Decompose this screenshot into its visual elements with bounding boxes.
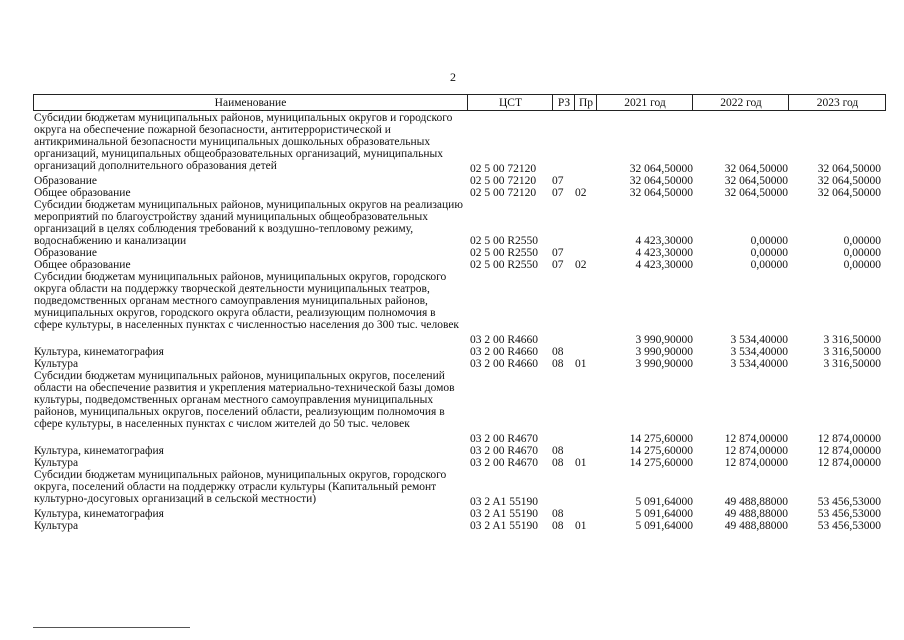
row-2023: 32 064,50000 [817,187,881,199]
row-2022: 12 874,00000 [724,445,788,457]
table-row [33,457,886,469]
row-2023: 3 316,50000 [823,346,881,358]
table-row [33,259,886,271]
row-rz: 07 [552,175,564,187]
row-code: 03 2 00 R4660 [470,346,539,358]
table-row [33,187,886,199]
row-code: 03 2 A1 55190 [470,508,539,520]
row-2022: 49 488,88000 [724,520,788,532]
row-name: Субсидии бюджетам муниципальных районов, муниципальных округов, городского округа, поселений области на поддержку отрасли культуры (Капитальный ремонт культурно-досуговых организаций в сельской местности) [34,469,447,505]
row-name: Субсидии бюджетам муниципальных районов, муниципальных округов на реализацию мероприятий по благоустройству зданий муниципальных общеобразовательных организаций в целях соблюдения требований к воздушно-тепловому режиму, водоснабжению и канализации [34,199,463,247]
row-2023: 0,00000 [843,235,881,247]
row-2021: 14 275,60000 [629,457,693,469]
row-2021: 32 064,50000 [629,187,693,199]
row-2021: 4 423,30000 [635,235,693,247]
row-2022: 0,00000 [750,235,788,247]
row-code: 03 2 A1 55190 [470,520,539,532]
row-2023: 53 456,53000 [817,520,881,532]
row-pr: 01 [575,358,587,370]
header-name: Наименование [214,97,287,109]
row-2022: 12 874,00000 [724,457,788,469]
row-2022: 3 534,40000 [730,334,788,346]
table-row [33,247,886,259]
row-2021: 5 091,64000 [635,496,693,508]
table-row [33,370,886,445]
header-pr: Пр [574,95,597,110]
row-2021: 5 091,64000 [635,520,693,532]
row-2022: 49 488,88000 [724,496,788,508]
row-rz: 08 [552,457,564,469]
header-code: ЦСТ [467,95,553,110]
table-row [33,175,886,187]
row-name: Образование [34,175,98,187]
row-code: 03 2 00 R4660 [470,358,539,370]
row-name: Культура, кинематография [34,445,164,457]
table-row [33,508,886,520]
row-2023: 0,00000 [843,259,881,271]
row-2022: 3 534,40000 [730,358,788,370]
row-2021: 3 990,90000 [635,358,693,370]
row-2021: 3 990,90000 [635,334,693,346]
row-code: 02 5 00 72120 [470,163,537,175]
header-2022: 2022 год [692,95,789,110]
row-code: 03 2 00 R4670 [470,445,539,457]
row-2023: 0,00000 [843,247,881,259]
table-row [33,469,886,508]
row-name: Субсидии бюджетам муниципальных районов, муниципальных округов, городского округа области на поддержку творческой деятельности муниципальных театров, подведомственных органам местного самоуправления муниципальных районов, муниципальных округов, городского округа области, реализующим полномочия в сфере культуры, в населенных пунктах с численностью населения до 300 тыс. человек [34,271,460,331]
row-rz: 08 [552,508,564,520]
row-2021: 5 091,64000 [635,508,693,520]
row-rz: 07 [552,259,564,271]
table-row [33,112,886,175]
row-2022: 32 064,50000 [724,187,788,199]
row-name: Культура [34,520,79,532]
table-row [33,445,886,457]
row-2023: 3 316,50000 [823,358,881,370]
row-pr: 02 [575,259,587,271]
row-2023: 12 874,00000 [817,457,881,469]
table-row [33,271,886,346]
row-name: Культура, кинематография [34,346,164,358]
row-name: Субсидии бюджетам муниципальных районов, муниципальных округов и городского округа на обеспечение пожарной безопасности, антитеррористической и антикриминальной безопасности муниципальных дошкольных образовательных организаций, муниципальных общеобразовательных организаций, муниципальных организаций дополнительного образования детей [34,112,453,172]
row-2022: 0,00000 [750,259,788,271]
row-code: 02 5 00 72120 [470,187,537,199]
row-2023: 53 456,53000 [817,496,881,508]
row-2022: 3 534,40000 [730,346,788,358]
row-2021: 14 275,60000 [629,445,693,457]
row-code: 02 5 00 R2550 [470,259,539,271]
row-pr: 01 [575,457,587,469]
table-row [33,358,886,370]
table-body [33,112,886,532]
row-2023: 12 874,00000 [817,445,881,457]
row-2021: 32 064,50000 [629,175,693,187]
row-name: Образование [34,247,98,259]
row-name: Культура, кинематография [34,508,164,520]
row-code: 03 2 A1 55190 [470,496,539,508]
row-name: Культура [34,358,79,370]
header-2021: 2021 год [596,95,693,110]
row-2021: 14 275,60000 [629,433,693,445]
row-rz: 07 [552,187,564,199]
row-2022: 12 874,00000 [724,433,788,445]
row-pr: 02 [575,187,587,199]
row-2021: 32 064,50000 [629,163,693,175]
header-rz: РЗ [552,95,575,110]
row-rz: 08 [552,520,564,532]
header-2023: 2023 год [788,95,886,110]
footer-divider [33,627,190,628]
row-name: Общее образование [34,187,131,199]
table-row [33,199,886,247]
row-rz: 08 [552,346,564,358]
row-name: Культура [34,457,79,469]
row-2021: 3 990,90000 [635,346,693,358]
row-name: Субсидии бюджетам муниципальных районов, муниципальных округов, поселений области на обеспечение развития и укрепления материально-технической базы домов культуры, подведомственных органам местного самоуправления муниципальных районов, муниципальных округов, поселений области, реализующим полномочия в сфере культуры, в населенных пунктах с числом жителей до 50 тыс. человек [34,370,455,430]
row-code: 02 5 00 72120 [470,175,537,187]
row-name: Общее образование [34,259,131,271]
row-rz: 07 [552,247,564,259]
row-code: 03 2 00 R4670 [470,433,539,445]
row-2023: 32 064,50000 [817,163,881,175]
row-2023: 3 316,50000 [823,334,881,346]
row-code: 02 5 00 R2550 [470,247,539,259]
row-2021: 4 423,30000 [635,247,693,259]
page-number: 2 [450,70,456,84]
row-2022: 32 064,50000 [724,175,788,187]
row-rz: 08 [552,358,564,370]
table-row [33,346,886,358]
row-2022: 32 064,50000 [724,163,788,175]
table-header [33,94,886,111]
row-code: 03 2 00 R4670 [470,457,539,469]
row-2022: 0,00000 [750,247,788,259]
row-pr: 01 [575,520,587,532]
row-2023: 32 064,50000 [817,175,881,187]
row-code: 03 2 00 R4660 [470,334,539,346]
row-2023: 12 874,00000 [817,433,881,445]
table-row [33,520,886,532]
row-2023: 53 456,53000 [817,508,881,520]
row-2021: 4 423,30000 [635,259,693,271]
row-code: 02 5 00 R2550 [470,235,539,247]
row-2022: 49 488,88000 [724,508,788,520]
row-rz: 08 [552,445,564,457]
